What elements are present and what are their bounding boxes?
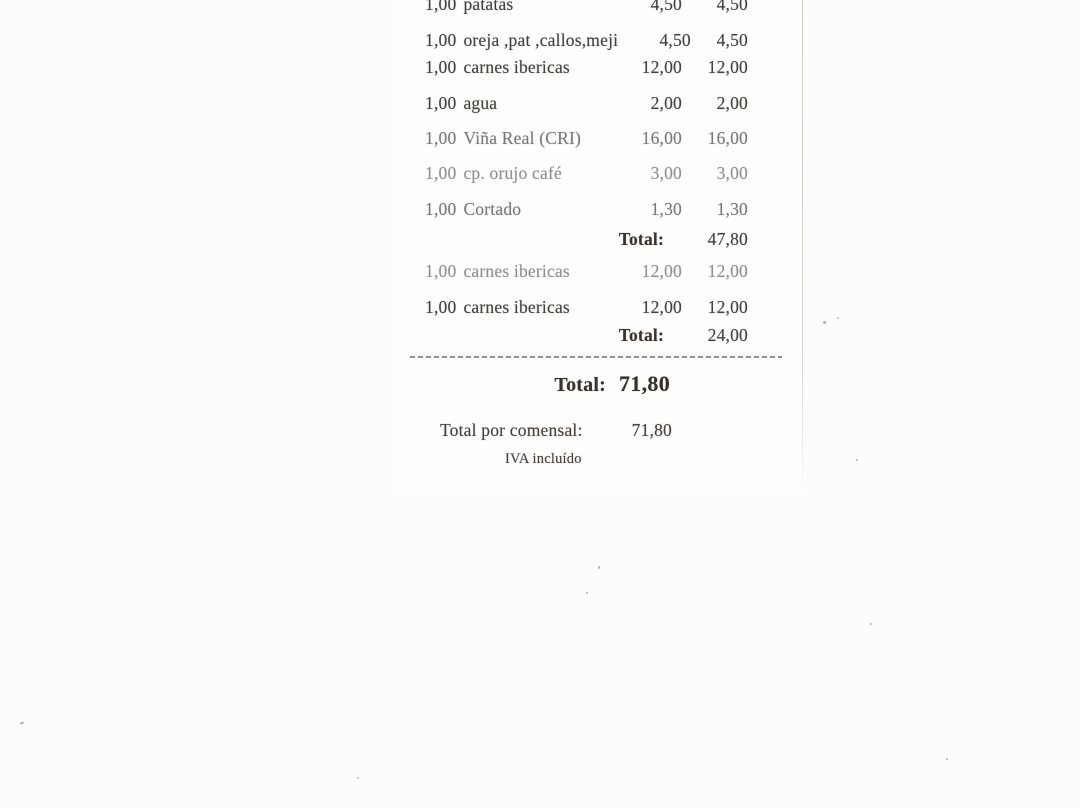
item-qty-name xyxy=(410,129,598,148)
item-qty: 1,00 xyxy=(425,93,457,113)
tax-note: IVA incluído xyxy=(505,451,582,467)
item-amount: 16,00 xyxy=(707,128,748,148)
scan-speckle xyxy=(586,592,588,594)
item-name: Cortado xyxy=(463,199,522,219)
item-qty: 1,00 xyxy=(425,297,457,317)
item-unit-price: 12,00 xyxy=(641,261,682,281)
subtotal-row xyxy=(410,326,748,345)
item-name: Viña Real (CRI) xyxy=(463,128,582,148)
receipt-line-item xyxy=(410,262,748,281)
item-qty-name xyxy=(410,200,598,219)
receipt-line-item xyxy=(410,164,748,183)
item-unit-price: 3,00 xyxy=(650,163,682,183)
scan-speckle xyxy=(856,459,858,461)
item-unit-price: 12,00 xyxy=(641,297,682,317)
item-name: carnes ibericas xyxy=(463,261,570,281)
item-qty-name xyxy=(410,58,598,77)
item-unit-price: 4,50 xyxy=(659,30,691,50)
item-name: oreja ,pat ,callos,meji xyxy=(463,30,619,50)
item-name: agua xyxy=(463,93,498,113)
item-unit-price: 12,00 xyxy=(641,57,682,77)
item-amount: 12,00 xyxy=(707,261,748,281)
item-qty: 1,00 xyxy=(425,261,457,281)
item-amount: 4,50 xyxy=(716,30,748,50)
receipt-line-item xyxy=(410,0,748,14)
grand-total-label: Total: xyxy=(554,374,606,396)
item-amount: 2,00 xyxy=(716,93,748,113)
item-unit-price: 2,00 xyxy=(650,93,682,113)
receipt-line-item xyxy=(410,200,748,219)
item-amount: 3,00 xyxy=(716,163,748,183)
subtotal-label: Total: xyxy=(618,229,664,249)
scan-speckle xyxy=(823,321,826,324)
per-person-value: 71,80 xyxy=(631,420,672,440)
scan-speckle xyxy=(946,758,948,760)
item-amount: 1,30 xyxy=(716,199,748,219)
scan-speckle xyxy=(20,721,24,724)
item-qty-name xyxy=(410,31,618,50)
item-unit-price: 4,50 xyxy=(650,0,682,14)
item-amount: 12,00 xyxy=(707,57,748,77)
item-qty-name xyxy=(410,164,598,183)
item-unit-price: 1,30 xyxy=(650,199,682,219)
item-qty: 1,00 xyxy=(425,0,457,14)
item-amount: 12,00 xyxy=(707,297,748,317)
item-qty: 1,00 xyxy=(425,199,457,219)
item-qty-name xyxy=(410,298,598,317)
receipt-line-item xyxy=(410,94,748,113)
subtotal-row xyxy=(410,230,748,249)
item-amount: 4,50 xyxy=(716,0,748,14)
receipt-paper-right-edge xyxy=(802,0,803,492)
item-name: cp. orujo café xyxy=(463,163,562,183)
receipt-line-item xyxy=(410,58,748,77)
subtotal-value: 24,00 xyxy=(707,325,748,345)
receipt-line-item xyxy=(410,31,748,50)
per-person-total-row xyxy=(440,420,672,441)
grand-total-value: 71,80 xyxy=(619,371,670,396)
item-name: patatas xyxy=(463,0,514,14)
item-name: carnes ibericas xyxy=(463,297,570,317)
scan-speckle xyxy=(837,317,839,319)
subtotal-value: 47,80 xyxy=(707,229,748,249)
per-person-label: Total por comensal: xyxy=(440,420,583,440)
item-qty-name xyxy=(410,262,598,281)
scan-speckle xyxy=(598,566,600,569)
subtotal-label: Total: xyxy=(618,325,664,345)
item-qty: 1,00 xyxy=(425,30,457,50)
item-qty-name xyxy=(410,0,598,14)
item-qty: 1,00 xyxy=(425,57,457,77)
receipt-line-item xyxy=(410,129,748,148)
item-qty-name xyxy=(410,94,598,113)
item-qty: 1,00 xyxy=(425,163,457,183)
item-name: carnes ibericas xyxy=(463,57,570,77)
receipt-line-item xyxy=(410,298,748,317)
dashed-divider xyxy=(410,356,782,358)
item-unit-price: 16,00 xyxy=(641,128,682,148)
item-qty: 1,00 xyxy=(425,128,457,148)
scan-speckle xyxy=(357,777,359,779)
scan-speckle xyxy=(870,623,872,625)
grand-total-row xyxy=(430,371,670,397)
